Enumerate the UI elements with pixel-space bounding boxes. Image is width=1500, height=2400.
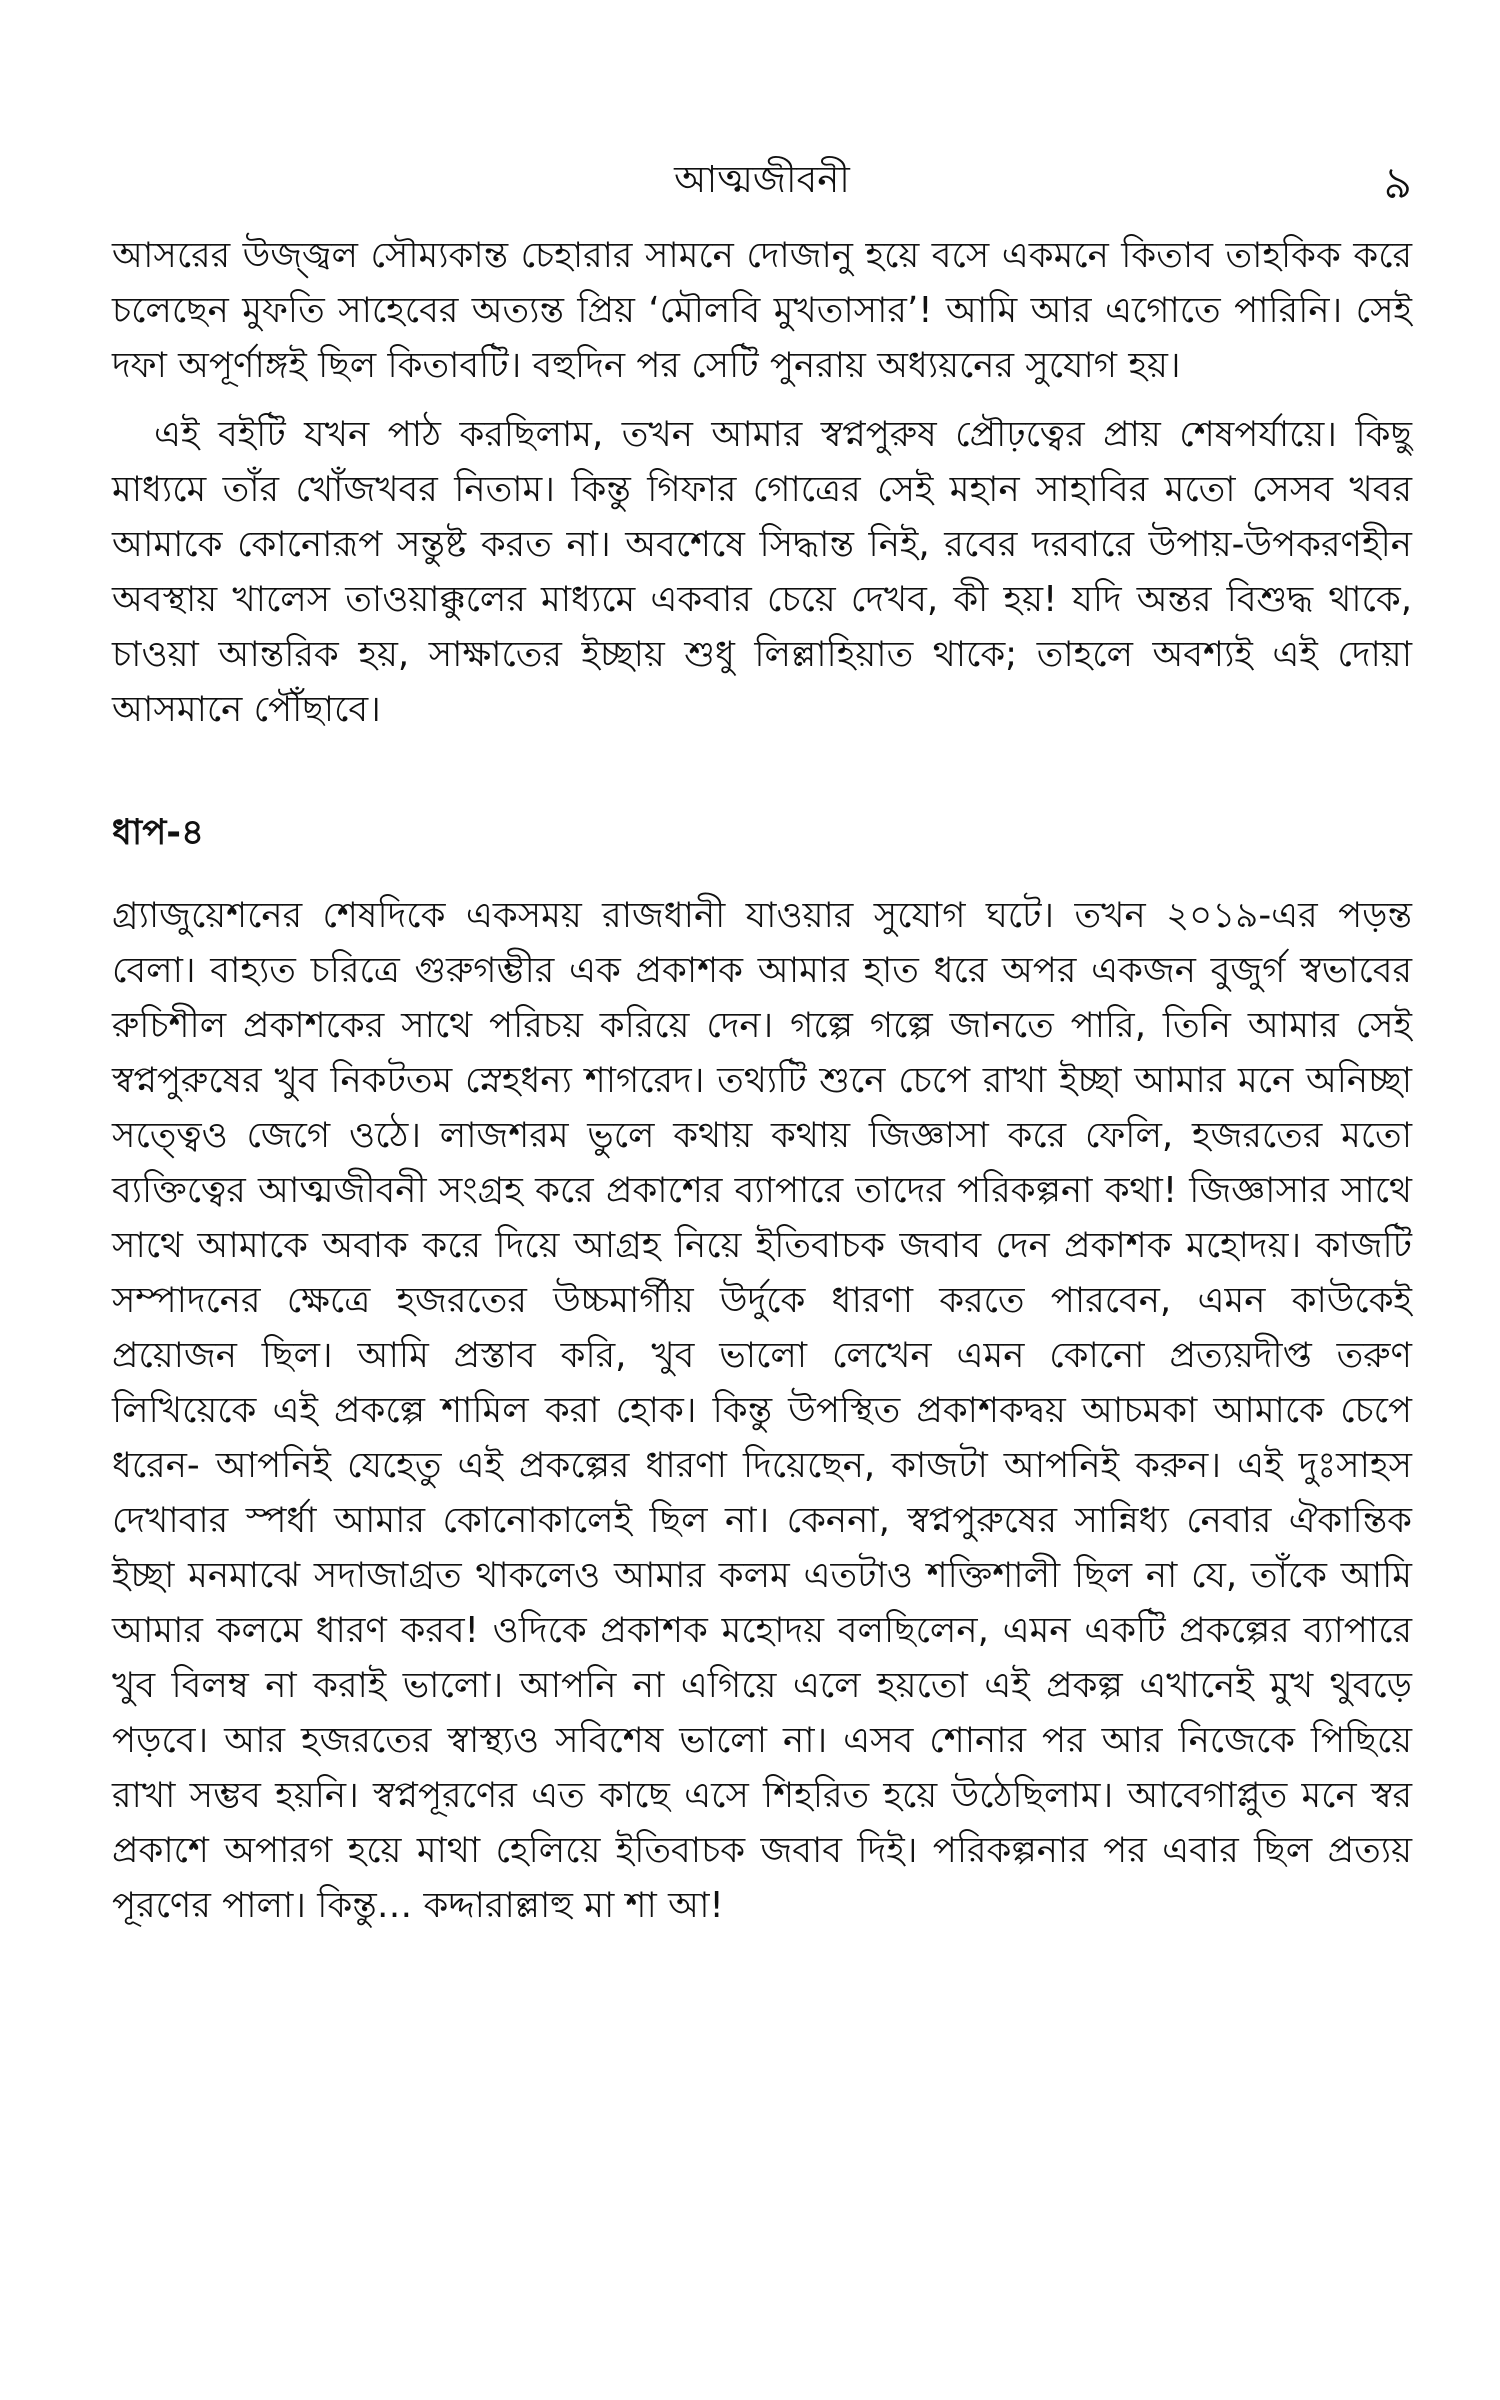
- page-number: ৯: [1383, 158, 1412, 209]
- paragraph-3: গ্র্যাজুয়েশনের শেষদিকে একসময় রাজধানী যাওয়ার সুযোগ ঘটে। তখন ২০১৯-এর পড়ন্ত বেলা। বাহ্যত চরিত্রে গুরুগম্ভীর এক প্রকাশক আমার হাত ধরে অপর একজন বুজুর্গ স্বভাবের রুচিশীল প্রকাশকের সাথে পরিচয় করিয়ে দেন। গল্পে গল্পে জানতে পারি, তিনি আমার সেই স্বপ্নপুরুষের খুব নিকটতম স্নেহধন্য শাগরেদ। তথ্যটি শুনে চেপে রাখা ইচ্ছা আমার মনে অনিচ্ছা সত্ত্বেও জেগে ওঠে। লাজশরম ভুলে কথায় কথায় জিজ্ঞাসা করে ফেলি, হজরতের মতো ব্যক্তিত্বের আত্মজীবনী সংগ্রহ করে প্রকাশের ব্যাপারে তাদের পরিকল্পনা কথা! জিজ্ঞাসার সাথে সাথে আমাকে অবাক করে দিয়ে আগ্রহ নিয়ে ইতিবাচক জবাব দেন প্রকাশক মহোদয়। কাজটি সম্পাদনের ক্ষেত্রে হজরতের উচ্চমার্গীয় উর্দুকে ধারণা করতে পারবেন, এমন কাউকেই প্রয়োজন ছিল। আমি প্রস্তাব করি, খুব ভালো লেখেন এমন কোনো প্রত্যয়দীপ্ত তরুণ লিখিয়েকে এই প্রকল্পে শামিল করা হোক। কিন্তু উপস্থিত প্রকাশকদ্বয় আচমকা আমাকে চেপে ধরেন- আপনিই যেহেতু এই প্রকল্পের ধারণা দিয়েছেন, কাজটা আপনিই করুন। এই দুঃসাহস দেখাবার স্পর্ধা আমার কোনোকালেই ছিল না। কেননা, স্বপ্নপুরুষের সান্নিধ্য নেবার ঐকান্তিক ইচ্ছা মনমাঝে সদাজাগ্রত থাকলেও আমার কলম এতটাও শক্তিশালী ছিল না যে, তাঁকে আমি আমার কলমে ধারণ করব! ওদিকে প্রকাশক মহোদয় বলছিলেন, এমন একটি প্রকল্পের ব্যাপারে খুব বিলম্ব না করাই ভালো। আপনি না এগিয়ে এলে হয়তো এই প্রকল্প এখানেই মুখ থুবড়ে পড়বে। আর হজরতের স্বাস্থ্যও সবিশেষ ভালো না। এসব শোনার পর আর নিজেকে পিছিয়ে রাখা সম্ভব হয়নি। স্বপ্নপূরণের এত কাছে এসে শিহরিত হয়ে উঠেছিলাম। আবেগাপ্লুত মনে স্বর প্রকাশে অপারগ হয়ে মাথা হেলিয়ে ইতিবাচক জবাব দিই। পরিকল্পনার পর এবার ছিল প্রত্যয় পূরণের পালা। কিন্তু… কদ্দারাল্লাহু মা শা আ!: [112, 895, 1413, 1926]
- running-title: আত্মজীবনী: [674, 158, 850, 201]
- page-body: [112, 228, 1412, 1933]
- section-heading: ধাপ-৪: [112, 812, 205, 853]
- paragraph-2: এই বইটি যখন পাঠ করছিলাম, তখন আমার স্বপ্নপুরুষ প্রৌঢ়ত্বের প্রায় শেষপর্যায়ে। কিছু মাধ্যমে তাঁর খোঁজখবর নিতাম। কিন্তু গিফার গোত্রের সেই মহান সাহাবির মতো সেসব খবর আমাকে কোনোরূপ সন্তুষ্ট করত না। অবশেষে সিদ্ধান্ত নিই, রবের দরবারে উপায়-উপকরণহীন অবস্থায় খালেস তাওয়াক্কুলের মাধ্যমে একবার চেয়ে দেখব, কী হয়! যদি অন্তর বিশুদ্ধ থাকে, চাওয়া আন্তরিক হয়, সাক্ষাতের ইচ্ছায় শুধু লিল্লাহিয়াত থাকে; তাহলে অবশ্যই এই দোয়া আসমানে পৌঁছাবে।: [112, 414, 1412, 730]
- page-header: [112, 150, 1412, 210]
- paragraph-1: আসরের উজ্জ্বল সৌম্যকান্ত চেহারার সামনে দোজানু হয়ে বসে একমনে কিতাব তাহকিক করে চলেছেন মুফতি সাহেবের অত্যন্ত প্রিয় ‘মৌলবি মুখতাসার’! আমি আর এগোতে পারিনি। সেই দফা অপূর্ণাঙ্গই ছিল কিতাবটি। বহুদিন পর সেটি পুনরায় অধ্যয়নের সুযোগ হয়।: [112, 235, 1412, 386]
